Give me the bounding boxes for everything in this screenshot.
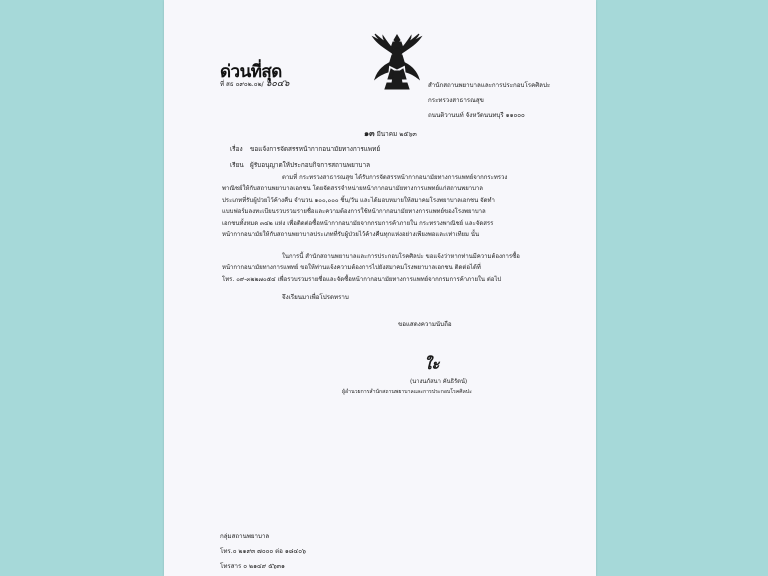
footer-department: กลุ่มสถานพยาบาล <box>220 533 270 540</box>
subject-label: เรื่อง <box>230 145 243 153</box>
closing-regards: ขอแสดงความนับถือ <box>398 321 452 328</box>
body-line: ตามที่ กระทรวงสาธารณสุข ได้รับการจัดสรรหน้ากากอนามัยทางการแพทย์จากกระทรวง <box>282 174 508 181</box>
recipient-text: ผู้รับอนุญาตให้ประกอบกิจการสถานพยาบาล <box>250 161 370 169</box>
letter-date-day: ๑๓ <box>364 129 375 138</box>
body-paragraph-2 <box>222 251 547 285</box>
signature: ใะ <box>424 355 440 373</box>
body-line: หน้ากากอนามัยให้กับสถานพยาบาลประเภทที่รับผู้ป่วยไว้ค้างคืนทุกแห่งอย่างเพียงพอและเท่าเทียม นั้น <box>222 231 480 239</box>
signer-position: ผู้อำนวยการสำนักสถานพยาบาลและการประกอบโรคศิลปะ <box>342 389 472 395</box>
body-paragraph-1 <box>222 172 547 240</box>
footer-fax: โทรสาร ๐ ๒๑๔๙ ๕๖๓๑ <box>220 563 285 570</box>
agency-ministry: กระทรวงสาธารณสุข <box>428 97 484 104</box>
signer-name: (นางนภัสนา คันธิรัตน์) <box>410 379 468 385</box>
footer-phone: โทร.๐ ๒๑๙๓ ๗๐๐๐ ต่อ ๑๘๔๐๖ <box>220 548 306 555</box>
document-number-prefix: ที่ สธ ๐๙๐๒.๐๒/ <box>220 81 264 88</box>
body-line: เอกชนทั้งหมด ๓๔๒ แห่ง เพื่อติดต่อซื้อหน้ากากอนามัยจากกรมการค้าภายใน กระทรวงพาณิชย์ และจัดสรร <box>222 219 494 227</box>
document-number-handwritten: ๖๐๔๖ <box>265 79 290 89</box>
letter-page <box>164 0 596 576</box>
body-line: ประเภทที่รับผู้ป่วยไว้ค้างคืน จำนวน ๑๐๐,๐๐๐ ชิ้น/วัน และได้มอบหมายให้สมาคมโรงพยาบาลเอกชน จัดทำ <box>222 196 495 204</box>
letter-date-month-year: มีนาคม ๒๕๖๓ <box>376 130 417 138</box>
letter-date <box>364 127 417 140</box>
urgent-stamp: ด่วนที่สุด <box>220 62 282 82</box>
subject-text: ขอแจ้งการจัดสรรหน้ากากอนามัยทางการแพทย์ <box>250 145 381 153</box>
body-line: ในการนี้ สำนักสถานพยาบาลและการประกอบโรคศิลปะ ขอแจ้งว่าหากท่านมีความต้องการซื้อ <box>282 253 520 260</box>
body-line: โทร. ๐๙-๓๒๒๗๐๕๔ เพื่อรวบรวมรายชื่อและจัดซื้อหน้ากากอนามัยทางการแพทย์จากกรมการค้าภายใน ต่อไป <box>222 275 502 283</box>
document-number <box>220 76 289 90</box>
body-line: แบบฟอร์มลงทะเบียนรวบรวมรายชื่อและความต้องการใช้หน้ากากอนามัยทางการแพทย์ของโรงพยาบาล <box>222 208 486 216</box>
agency-name: สำนักสถานพยาบาลและการประกอบโรคศิลปะ <box>428 82 551 89</box>
closing-request: จึงเรียนมาเพื่อโปรดทราบ <box>282 294 349 301</box>
garuda-emblem-icon <box>371 33 423 91</box>
agency-address: ถนนติวานนท์ จังหวัดนนทบุรี ๑๑๐๐๐ <box>428 112 525 119</box>
body-line: พาณิชย์ให้กับสถานพยาบาลเอกชน โดยจัดสรรจำหน่ายหน้ากากอนามัยทางการแพทย์แก่สถานพยาบาล <box>222 185 483 193</box>
recipient-label: เรียน <box>230 161 244 169</box>
body-line: หน้ากากอนามัยทางการแพทย์ ขอให้ท่านแจ้งความต้องการไปยังสมาคมโรงพยาบาลเอกชน ติดต่อได้ที่ <box>222 264 481 272</box>
